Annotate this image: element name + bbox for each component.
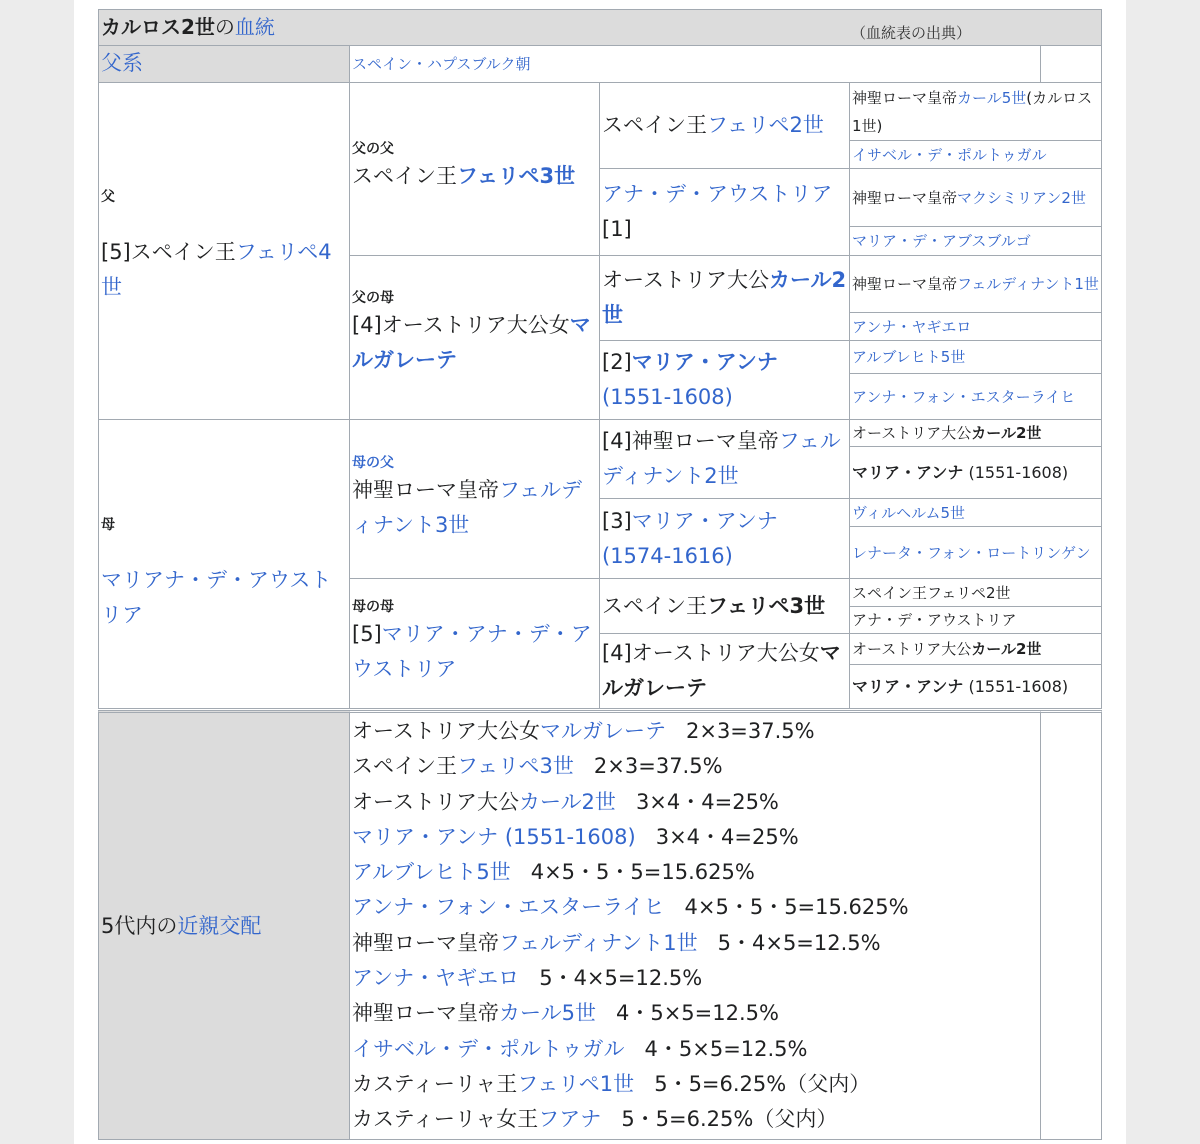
inbreeding-row: スペイン王フェリペ3世 2×3=37.5%	[352, 754, 723, 779]
g4-a11-cell	[849, 498, 1102, 527]
g3-mmf-prefix: スペイン王	[602, 593, 707, 618]
pedigree-source: （血統表の出典）	[850, 24, 971, 42]
lineage-label[interactable]: 父系	[101, 51, 143, 75]
fm-prefix: [4]オーストリア大公女	[352, 312, 570, 337]
g4-a12-cell	[849, 526, 1102, 579]
inbreeding-row: 神聖ローマ皇帝カール5世 4・5×5=12.5%	[352, 1001, 779, 1026]
g3-fmm-cell	[599, 340, 850, 420]
g4-a14-cell	[849, 606, 1102, 634]
g3-fmf-name[interactable]: カール2世	[602, 268, 847, 327]
g4-a13-cell	[849, 578, 1102, 607]
inbreeding-row: イサベル・デ・ポルトゥガル 4・5×5=12.5%	[352, 1036, 808, 1061]
g4-a1-name[interactable]: カール5世	[957, 88, 1027, 107]
g4-a13-name: スペイン王フェリペ2世	[852, 583, 1011, 602]
g3-mmf-cell	[599, 578, 850, 634]
ff-prefix: スペイン王	[352, 164, 457, 188]
g4-a3-name[interactable]: マクシミリアン2世	[957, 188, 1086, 207]
inbreeding-row: マリア・アンナ (1551-1608) 3×4・4=25%	[352, 824, 799, 849]
father-mother-cell	[349, 255, 600, 420]
lineage-label-cell	[98, 45, 350, 83]
pedigree-title	[98, 9, 1102, 46]
g4-a16-name: マリア・アンナ	[852, 676, 964, 696]
g4-a6-name[interactable]: アンナ・ヤギエロ	[852, 317, 972, 336]
g4-a16-cell	[849, 664, 1102, 709]
inbreeding-row: オーストリア大公カール2世 3×4・4=25%	[352, 789, 779, 814]
g3-fff-prefix: スペイン王	[602, 113, 707, 137]
g3-fmm-prefix: [2]	[602, 350, 632, 374]
father-father-cell	[349, 82, 600, 256]
pedigree-table	[98, 9, 1102, 1140]
ff-role: 父の父	[352, 141, 394, 157]
inbreeding-row: アンナ・ヤギエロ 5・4×5=12.5%	[352, 966, 703, 991]
g3-mmm-name: マルガレーテ	[602, 641, 841, 700]
g4-a15-name: カール2世	[971, 640, 1042, 658]
g4-a10-cell	[849, 446, 1102, 499]
g4-a4-name[interactable]: マリア・デ・アブスブルゴ	[852, 232, 1031, 250]
g4-a10-name: マリア・アンナ	[852, 462, 964, 482]
g4-a6-cell	[849, 312, 1102, 341]
g4-a16-years: (1551-1608)	[963, 676, 1069, 696]
inbreeding-row: カスティーリャ王フェリペ1世 5・5=6.25%（父内）	[352, 1071, 871, 1096]
g4-a7-name[interactable]: アルブレヒト5世	[852, 348, 966, 366]
mm-name[interactable]: マリア・アナ・デ・アウストリア	[352, 621, 592, 681]
g4-a3-prefix: 神聖ローマ皇帝	[852, 188, 958, 207]
g4-a12-name[interactable]: レナータ・フォン・ロートリンゲン	[852, 543, 1091, 562]
g4-a2-name[interactable]: イサベル・デ・ポルトゥガル	[852, 145, 1047, 164]
g4-a5-cell	[849, 255, 1102, 313]
fm-role: 父の母	[352, 289, 394, 306]
title-particle: の	[214, 15, 235, 39]
g4-a4-cell	[849, 226, 1102, 256]
mother-mother-cell	[349, 578, 600, 709]
g4-a1-suffix: (カルロス1世)	[852, 88, 1093, 135]
g4-a10-years: (1551-1608)	[963, 462, 1069, 482]
g3-mff-name[interactable]: フェルディナント2世	[602, 429, 841, 488]
g4-a3-cell	[849, 168, 1102, 227]
g4-a14-name: アナ・デ・アウストリア	[852, 611, 1017, 629]
father-cell	[98, 82, 350, 420]
mf-role[interactable]: 母の父	[352, 455, 394, 471]
g4-a15-prefix: オーストリア大公	[852, 640, 972, 658]
mother-name[interactable]: マリアナ・デ・アウストリア	[101, 568, 332, 627]
g3-fmm-name[interactable]: マリア・アンナ	[631, 350, 778, 374]
g3-mmm-cell	[599, 633, 850, 709]
g3-fmf-cell	[599, 255, 850, 341]
father-name[interactable]: フェリペ4世	[101, 240, 332, 299]
g3-mfm-name[interactable]: マリア・アンナ (1574-1616)	[602, 508, 778, 568]
mother-father-cell	[349, 419, 600, 579]
lineage-value[interactable]: スペイン・ハプスブルク朝	[352, 55, 531, 73]
g4-a9-prefix: オーストリア大公	[852, 424, 972, 442]
inbreeding-row: オーストリア大公女マルガレーテ 2×3=37.5%	[352, 719, 815, 743]
lineage-empty-cell	[1040, 45, 1102, 83]
inbreeding-list-cell	[349, 710, 1041, 1140]
inbreeding-row: アルブレヒト5世 4×5・5・5=15.625%	[352, 860, 755, 885]
g3-fff-cell	[599, 82, 850, 169]
g4-a5-name[interactable]: フェルディナント1世	[957, 275, 1099, 293]
g3-fmf-prefix: オーストリア大公	[602, 268, 769, 292]
inbreeding-label-cell	[98, 710, 350, 1140]
mf-name[interactable]: フェルディナント3世	[352, 478, 582, 537]
inbreeding-row: カスティーリャ女王フアナ 5・5=6.25%（父内）	[352, 1107, 838, 1132]
g3-ffm-note: [1]	[602, 217, 632, 241]
page-margin-left	[0, 0, 74, 1144]
g4-a1-prefix: 神聖ローマ皇帝	[852, 88, 958, 107]
g4-a15-cell	[849, 633, 1102, 665]
page-margin-right	[1126, 0, 1200, 1144]
g4-a5-prefix: 神聖ローマ皇帝	[852, 275, 958, 293]
lineage-value-cell	[349, 45, 1041, 83]
g4-a8-name[interactable]: アンナ・フォン・エスターライヒ	[852, 387, 1076, 406]
father-prefix: [5]スペイン王	[101, 240, 236, 264]
mother-cell	[98, 419, 350, 709]
father-role: 父	[101, 189, 115, 205]
g3-mmf-name: フェリペ3世	[707, 593, 826, 618]
g4-a11-name[interactable]: ヴィルヘルム5世	[852, 503, 966, 522]
g3-fmm-years[interactable]: (1551-1608)	[602, 385, 733, 409]
inbreeding-empty-cell	[1040, 710, 1102, 1140]
g4-a1-cell	[849, 82, 1102, 141]
g4-a9-cell	[849, 419, 1102, 447]
title-link[interactable]: 血統	[234, 15, 275, 39]
g3-mfm-prefix: [3]	[602, 508, 632, 533]
ff-name[interactable]: フェリペ3世	[457, 164, 576, 188]
g4-a2-cell	[849, 140, 1102, 169]
g3-ffm-name[interactable]: アナ・デ・アウストリア	[602, 182, 833, 206]
g3-mfm-cell	[599, 498, 850, 579]
g3-fff-name[interactable]: フェリペ2世	[707, 113, 824, 137]
g4-a9-name: カール2世	[971, 424, 1042, 442]
g4-a7-cell	[849, 340, 1102, 374]
inbreeding-label-link[interactable]: 近親交配	[177, 913, 262, 938]
inbreeding-label-prefix: 5代内の	[101, 913, 178, 938]
g3-mff-cell	[599, 419, 850, 499]
mother-role: 母	[101, 517, 115, 533]
mm-role: 母の母	[352, 598, 394, 615]
title-subject: カルロス2世	[101, 15, 215, 39]
g4-a8-cell	[849, 373, 1102, 420]
inbreeding-row: 神聖ローマ皇帝フェルディナント1世 5・4×5=12.5%	[352, 930, 881, 955]
inbreeding-row: アンナ・フォン・エスターライヒ 4×5・5・5=15.625%	[352, 895, 909, 920]
g3-mmm-prefix: [4]オーストリア大公女	[602, 641, 820, 665]
g3-ffm-cell	[599, 168, 850, 256]
fm-name[interactable]: マルガレーテ	[352, 312, 591, 372]
g3-mff-prefix: [4]神聖ローマ皇帝	[602, 429, 779, 453]
mm-prefix: [5]	[352, 621, 382, 646]
mf-prefix: 神聖ローマ皇帝	[352, 478, 499, 502]
